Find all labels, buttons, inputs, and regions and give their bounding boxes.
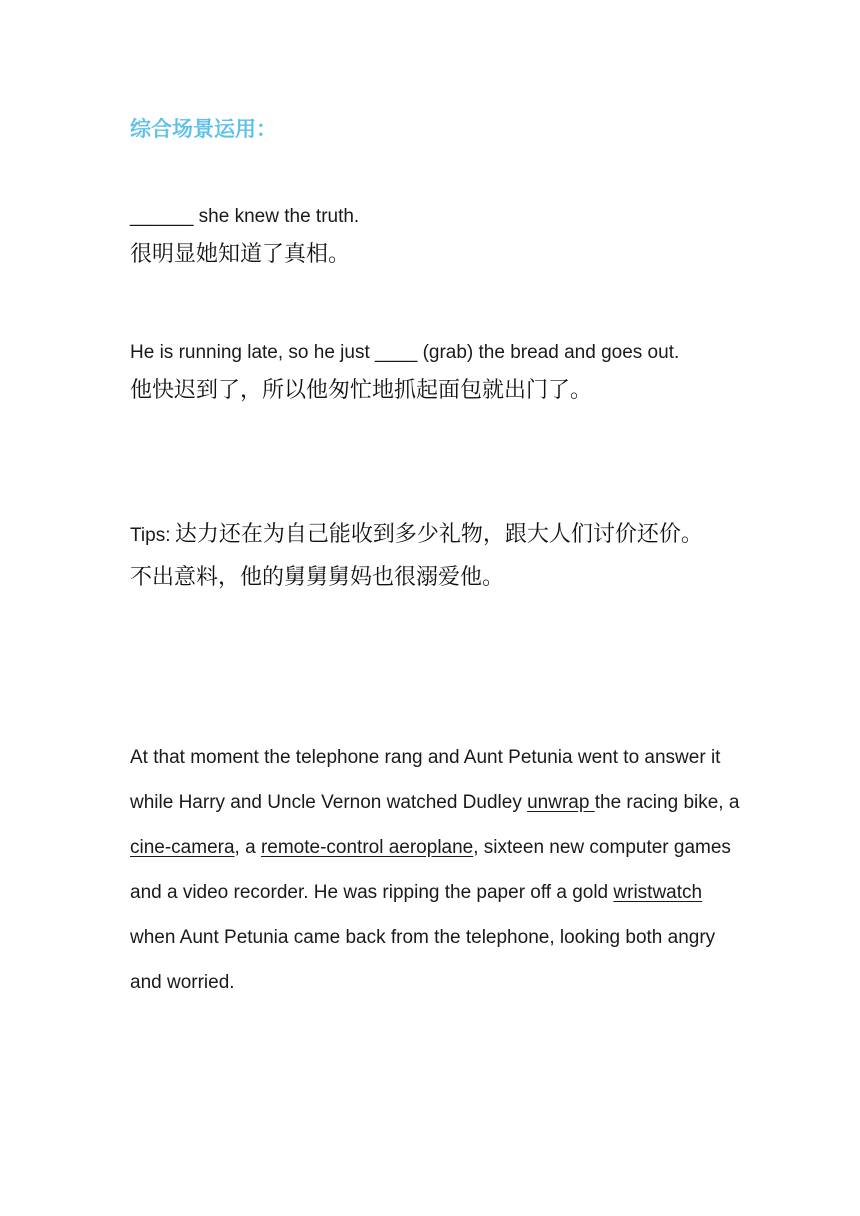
passage-text: the racing bike, a [594, 792, 740, 813]
story-passage [130, 735, 740, 1005]
tips-text-2: 不出意料，他的舅舅舅妈也很溺爱他。 [130, 564, 505, 589]
exercise-1-english: ______ she knew the truth. [130, 206, 360, 227]
passage-text: , sixteen new computer games and a video recorder. He was ripping the paper off a gold [130, 837, 731, 903]
passage-text: At that moment the telephone rang and Aunt Petunia went to answer it while Harry and Uncle Vernon watched Dudley [130, 747, 721, 813]
passage-text: when Aunt Petunia came back from the telephone, looking both angry and worried. [130, 927, 716, 993]
exercise-2 [130, 330, 740, 405]
exercise-1-chinese: 很明显她知道了真相。 [130, 241, 351, 266]
vocab-unwrap: unwrap [527, 792, 595, 813]
passage-text: , a [234, 837, 261, 858]
vocab-cine-camera: cine-camera [130, 837, 235, 858]
vocab-remote-control-aeroplane: remote-control aeroplane [260, 837, 474, 858]
tips-block [130, 516, 740, 597]
vocab-wristwatch: wristwatch [613, 882, 703, 903]
section-heading: 综合场景运用： [130, 118, 277, 141]
tips-text-1: 达力还在为自己能收到多少礼物，跟大人们讨价还价。 [174, 521, 703, 546]
tips-label: Tips: [130, 525, 171, 546]
exercise-1 [130, 194, 740, 269]
tips-line-1 [130, 516, 740, 557]
exercise-2-chinese: 他快迟到了，所以他匆忙地抓起面包就出门了。 [130, 377, 593, 402]
exercise-2-english: He is running late, so he just ____ (grab) the bread and goes out. [130, 342, 680, 363]
